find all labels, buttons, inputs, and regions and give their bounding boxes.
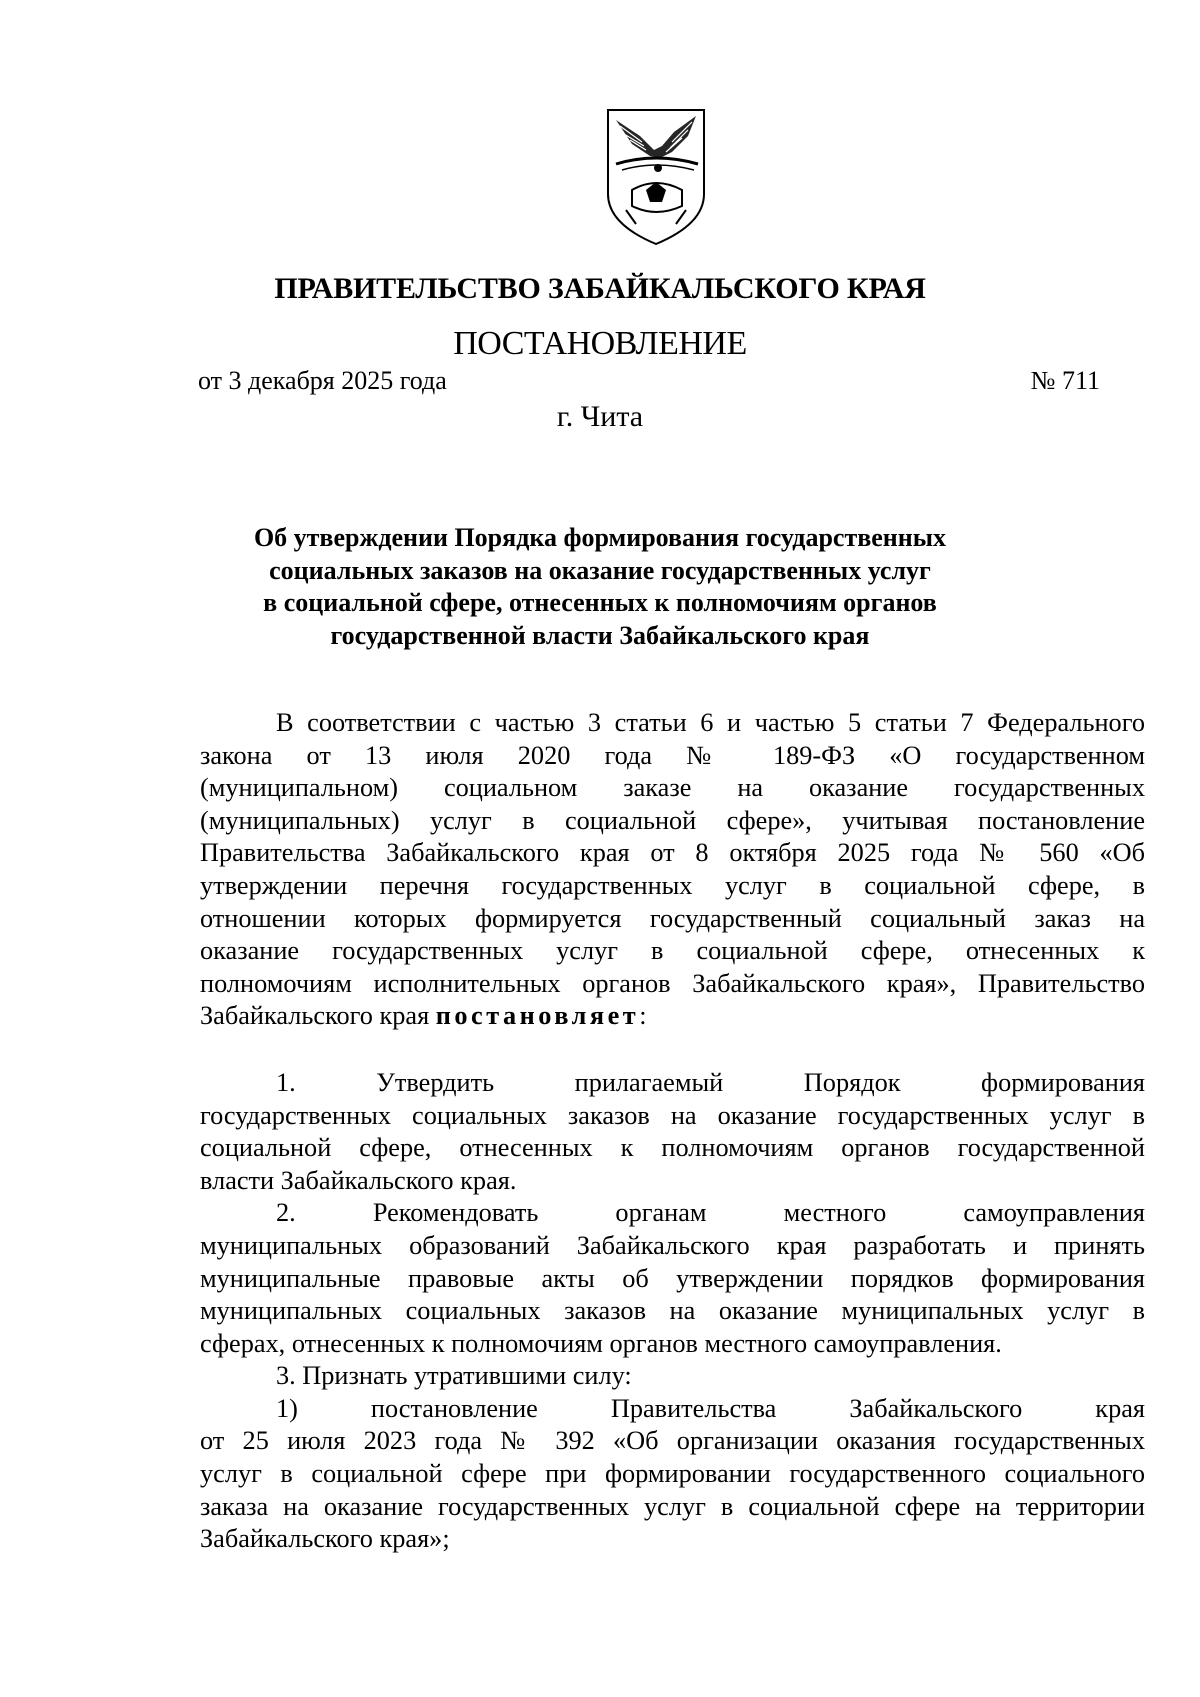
coat-of-arms-icon bbox=[602, 106, 710, 248]
preamble-line: утверждении перечня государственных услуг в социальной сфере, в bbox=[200, 870, 1145, 900]
item-line: Забайкальского края»; bbox=[200, 1524, 450, 1554]
document-type: ПОСТАНОВЛЕНИЕ bbox=[453, 325, 747, 362]
subject-line: социальных заказов на оказание государственных услуг bbox=[269, 555, 931, 585]
item-2 bbox=[200, 1197, 1145, 1360]
preamble-line: закона от 13 июля 2020 года № 189-ФЗ «О государственном bbox=[200, 740, 1145, 770]
item-line: сферах, отнесенных к полномочиям органов местного самоуправления. bbox=[200, 1328, 1002, 1358]
item-line: от 25 июля 2023 года № 392 «Об организации оказания государственных bbox=[200, 1426, 1145, 1456]
item-line: муниципальных социальных заказов на оказание муниципальных услуг в bbox=[200, 1296, 1145, 1326]
resolves-word: постановляет bbox=[435, 1001, 640, 1031]
preamble bbox=[200, 707, 1145, 1033]
item-line: государственных социальных заказов на оказание государственных услуг в bbox=[200, 1100, 1145, 1130]
item-line: 1) постановление Правительства Забайкальского края bbox=[276, 1393, 1145, 1423]
item-line: 1. Утвердить прилагаемый Порядок формирования bbox=[276, 1067, 1145, 1097]
item-line: муниципальных образований Забайкальского края разработать и принять bbox=[200, 1230, 1145, 1260]
document-date: от 3 декабря 2025 года bbox=[198, 366, 447, 395]
preamble-line: отношении которых формируется государственный социальный заказ на bbox=[200, 903, 1145, 933]
preamble-last-line bbox=[200, 1000, 1145, 1033]
document-city: г. Чита bbox=[556, 400, 644, 433]
item-line: 3. Признать утратившими силу: bbox=[276, 1361, 632, 1391]
subject-line: Об утверждении Порядка формирования государственных bbox=[253, 523, 947, 552]
item-3 bbox=[200, 1360, 1145, 1393]
document-number: № 711 bbox=[1030, 366, 1100, 395]
subject-line: в социальной сфере, отнесенных к полномочиям органов bbox=[263, 588, 937, 617]
preamble-line: (муниципальных) услуг в социальной сфере», учитывая постановление bbox=[200, 805, 1145, 835]
item-1 bbox=[200, 1067, 1145, 1197]
item-3-subitem-1 bbox=[200, 1393, 1145, 1556]
item-line: муниципальные правовые акты об утверждении порядков формирования bbox=[200, 1263, 1145, 1293]
preamble-line: В соответствии с частью 3 статьи 6 и частью 5 статьи 7 Федерального bbox=[276, 708, 1145, 737]
preamble-last-prefix: Забайкальского края bbox=[200, 1001, 436, 1031]
preamble-line: полномочиям исполнительных органов Забайкальского края», Правительство bbox=[200, 968, 1145, 998]
document-subject bbox=[200, 522, 1000, 652]
item-line: власти Забайкальского края. bbox=[200, 1165, 517, 1195]
preamble-line: Правительства Забайкальского края от 8 октября 2025 года № 560 «Об bbox=[200, 838, 1145, 868]
document-body bbox=[200, 707, 1145, 1556]
resolves-suffix: : bbox=[639, 1001, 647, 1031]
item-line: заказа на оказание государственных услуг в социальной сфере на территории bbox=[200, 1491, 1145, 1521]
item-line: 2. Рекомендовать органам местного самоуправления bbox=[276, 1198, 1145, 1228]
item-line: социальной сфере, отнесенных к полномочиям органов государственной bbox=[200, 1133, 1145, 1163]
preamble-line: оказание государственных услуг в социальной сфере, отнесенных к bbox=[200, 936, 1145, 966]
item-line: услуг в социальной сфере при формировании государственного социального bbox=[200, 1459, 1145, 1489]
preamble-line: (муниципальном) социальном заказе на оказание государственных bbox=[200, 773, 1145, 803]
subject-line: государственной власти Забайкальского края bbox=[330, 620, 870, 650]
government-title: ПРАВИТЕЛЬСТВО ЗАБАЙКАЛЬСКОГО КРАЯ bbox=[274, 272, 926, 305]
